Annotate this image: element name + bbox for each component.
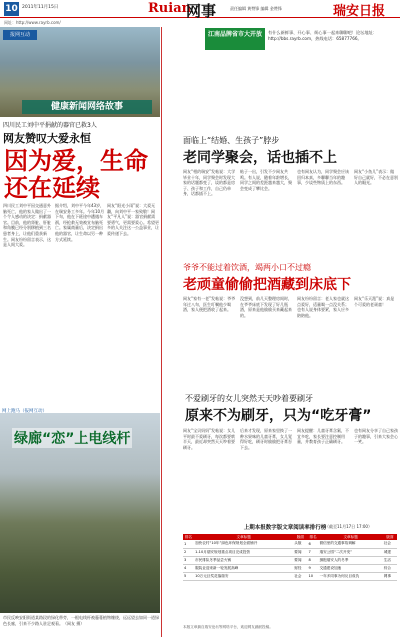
- forum-info: 有什么新鲜事、开心事、烦心事一起来聊聊吧！论坛地址：http://bbs.rayrb.com，热线电话：65877766。: [268, 30, 377, 41]
- article-headline: 老同学聚会，话也插不上: [183, 150, 337, 166]
- ranking-subtitle: （截至11月17日 17:00）: [325, 524, 372, 529]
- article-headline: 原来不为刷牙，只为“吃牙膏”: [185, 408, 372, 424]
- section-cell: 综合: [383, 564, 397, 572]
- article-text: 网友“小鱼儿”表示：做好自己就好，不必在意别人的眼光。: [354, 169, 398, 186]
- left-headline: 网友赞叹大爱永恒: [3, 132, 91, 145]
- col-header: 文章标题: [194, 534, 293, 540]
- article-text: 网友“宝贝妈妈”发帖说：女儿平时最不爱刷牙，每次都要哄半天，最近却突然天天吵着要刷牙。: [183, 428, 236, 450]
- title-cell: 市民排队冬季品尝火锅: [194, 556, 293, 564]
- section-cell: 城建: [383, 548, 397, 556]
- table-row: [183, 564, 397, 572]
- article-text: 网友纷纷留言：老人家也就这点爱好，适量喝一点没关系；也有人说身体要紧，家人应多陪陪他。: [297, 296, 349, 318]
- col-header: 排名: [184, 534, 193, 539]
- title-cell: 微信里的交通事故调解: [319, 540, 383, 548]
- editors-line: 责任编辑 黄赞锋 编辑 金赞锋: [230, 6, 282, 11]
- column-divider: [161, 27, 162, 637]
- rank-cell: 1: [183, 540, 194, 548]
- article-text: 网友“乐天派”说：真是个可爱的老顽童！: [354, 296, 395, 307]
- title-cell: 服装业迎来新一轮发展高峰: [194, 564, 293, 572]
- article-text: 网友“家有一老”发帖说：爷爷年过八旬，医生叮嘱他少喝酒，家人便把酒收了起来。: [183, 296, 236, 313]
- photo-caption: 市民反映安阳街道某路段的绿化带旁，一根电线杆被藤蔓植物缠绕，远远望去如同一道绿色长廊，引来不少路人驻足观看。（网友 摄）: [3, 615, 159, 626]
- article-text: 网友“相约瑞安”发帖说：大学毕业十年，同学聚会时发现大家的话题都变了，谈的都是房子、孩子和工作，自己仍单身，话都插不上。: [183, 169, 236, 197]
- title-cell: 交通建设加速: [319, 564, 383, 572]
- promo-box: 江南品牌省市大开放: [205, 28, 265, 50]
- title-cell: 加快农村“10年”绿色环保规划全面铺开: [194, 540, 293, 548]
- left-article-text: 四川民工刘中平因交通意外脑死亡，他的家人做出了一个令人感动的决定：捐献器官。目前，他的肾脏、肝脏和角膜已经分别移植到三名患者身上，让他们重获新生。网友纷纷留言表示，这是人间大爱。: [3, 203, 51, 248]
- rank-cell: 10: [307, 572, 318, 580]
- rank-cell: 6: [307, 540, 318, 548]
- article-text: 后来才发现，原来家里换了一种水果味的儿童牙膏，女儿觉得好吃，刷牙时偷偷把牙膏吞下去。: [240, 428, 292, 450]
- title-cell: 10万元巨奖花落瑞安: [194, 572, 293, 580]
- rank-cell: 7: [307, 548, 318, 556]
- col-header: 版面: [383, 534, 397, 540]
- rank-cell: 8: [307, 556, 318, 564]
- article-text: 没想到，前几天整理房间时，在爷爷床底下发现了好几瓶酒，原来是他偷偷买来藏起来的。: [240, 296, 292, 318]
- section-badge: 报网互动: [3, 30, 37, 40]
- photo-title: 绿廊“恋”上电线杆: [12, 428, 132, 448]
- article-kicker: 面临上“结婚、生孩子”脖步: [183, 136, 280, 145]
- photo-label: 网上跑马（报网互动）: [2, 409, 47, 414]
- table-row: [183, 548, 397, 556]
- rank-cell: 4: [183, 564, 194, 572]
- left-article-text: 网友“阳光小雨”说：大爱无疆，向刘中平一家致敬！网友“平凡人”说：器官捐献需要勇气，更需要爱心。希望更多的人关注这一公益事业，让爱传递下去。: [107, 203, 159, 236]
- issue-date: 2011年11月15日: [22, 5, 59, 10]
- left-big-title: 因为爱，生命还在延续: [4, 146, 148, 202]
- article-kicker: 不爱刷牙的女儿突然天天吵着要刷牙: [185, 394, 313, 403]
- title-cell: 1-10月瑞安规划重点项目完成投资: [194, 548, 293, 556]
- left-kicker: 四川民工刘中平捐献的器官已救3人: [3, 122, 97, 129]
- section-title: 网事: [186, 2, 217, 20]
- section-cell: 网事: [383, 572, 397, 580]
- article-text: 网友提醒：儿童牙膏含氟，不宜多吃，家长要注意控制用量，并教育孩子正确刷牙。: [297, 428, 349, 445]
- article-headline: 老顽童偷偷把酒藏到床底下: [183, 277, 351, 293]
- title-cell: 一年多同事为何反目成仇: [319, 572, 383, 580]
- title-cell: 拥抱瑞安人的冬季: [319, 556, 383, 564]
- table-row: [183, 572, 397, 580]
- url-bar: 网址：http://www.rayrb.com/: [4, 20, 61, 25]
- section-cell: 要闻: [293, 548, 307, 556]
- section-cell: 社会: [383, 540, 397, 548]
- section-cell: 要闻: [293, 556, 307, 564]
- col-header: 文章标题: [319, 534, 383, 540]
- section-cell: 社会: [293, 572, 307, 580]
- newspaper-logo: 瑞安日报: [333, 4, 386, 19]
- left-article-text: 据介绍，刘中平今年43岁，在瑞安务工多年。今年10月下旬，他在下班途中遭遇车祸，经抢救无效被宣布脑死亡。家属商量后，决定捐出他的器官，让生命以另一种方式延续。: [55, 203, 105, 242]
- title-cell: 瑞安公园“二次开发”: [319, 548, 383, 556]
- section-latin-mark: Ruian: [148, 1, 192, 16]
- section-cell: 生活: [383, 556, 397, 564]
- ranking-table: [183, 534, 397, 581]
- photo-banner: 健康新闻网络故事: [22, 100, 152, 114]
- table-row: [183, 540, 397, 548]
- col-header: 排名: [309, 534, 317, 539]
- rank-cell: 5: [183, 572, 194, 580]
- article-text: 帖子一出，引发不少网友共鸣。有人说，随着年龄增长，同学之间的差距越来越大，聚会变成了攀比会。: [240, 169, 292, 191]
- section-cell: 财经: [293, 564, 307, 572]
- section-cell: 头版: [293, 540, 307, 548]
- col-header: 版面: [293, 534, 307, 540]
- rank-cell: 3: [183, 556, 194, 564]
- rank-cell: 9: [307, 564, 318, 572]
- footer-note: 本版文章摘自瑞安论坛等网络平台，欢迎网友踊跃投稿。: [183, 625, 273, 629]
- article-kicker: 爷爷不能过着饮酒，竭两小口不过瘾: [183, 263, 311, 272]
- page-number: 10: [5, 4, 18, 14]
- rank-cell: 2: [183, 548, 194, 556]
- ranking-title: 上期本报数字版文章阅读率排行榜: [243, 525, 327, 531]
- table-row: [183, 556, 397, 564]
- article-text: 也有网友认为，同学聚会应该回归本真，多聊聊当年的趣事，少谈些物质上的东西。: [297, 169, 349, 186]
- article-text: 也有网友分享了自己家孩子的趣事，引来大家会心一笑。: [354, 428, 398, 445]
